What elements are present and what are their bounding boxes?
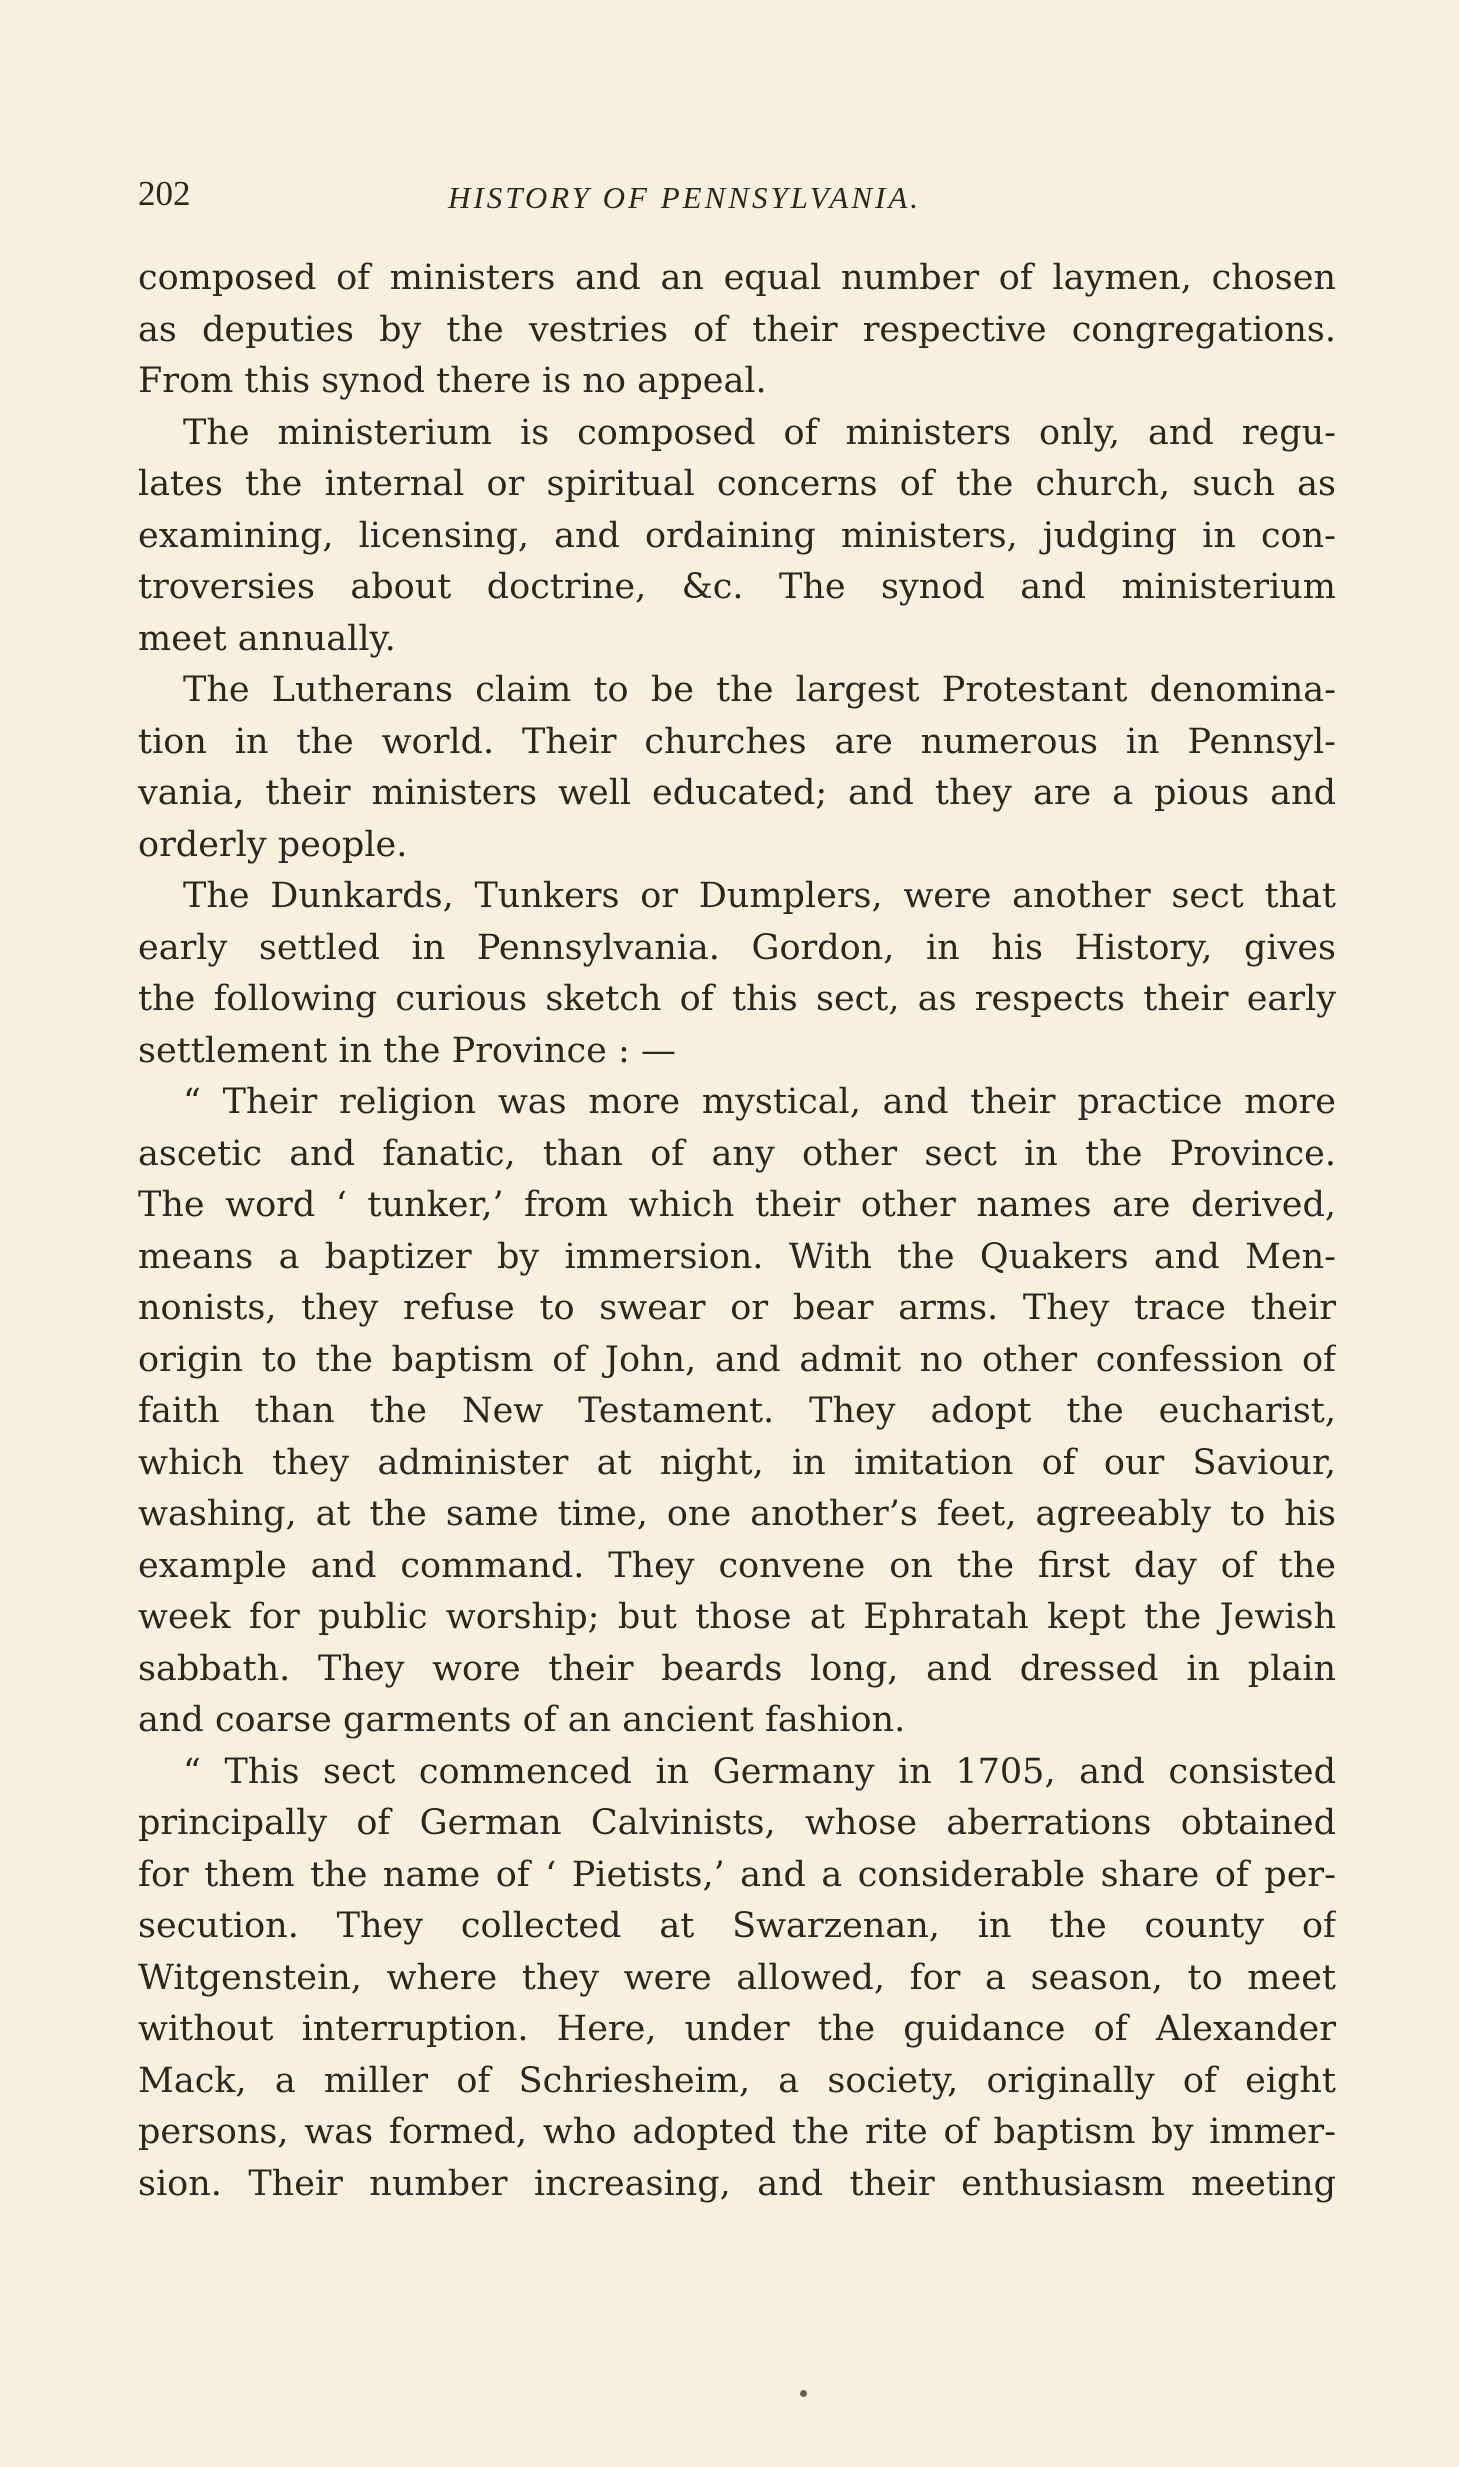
text-line: as deputies by the vestries of their respective congregations. [138, 309, 1336, 350]
text-line: settlement in the Province : — [138, 1030, 676, 1071]
text-line: and coarse garments of an ancient fashion. [138, 1700, 906, 1740]
running-head: HISTORY OF PENNSYLVANIA. [448, 180, 922, 215]
text-line: which they administer at night, in imitation of our Saviour, [138, 1442, 1336, 1483]
text-line: faith than the New Testament. They adopt the eucharist, [138, 1391, 1336, 1431]
text-line: composed of ministers and an equal number of laymen, chosen [138, 258, 1336, 298]
text-line: The Lutherans claim to be the largest Protestant denomina- [183, 670, 1336, 710]
text-line: troversies about doctrine, &c. The synod and ministerium [138, 567, 1336, 607]
text-line: week for public worship; but those at Ephratah kept the Jewish [138, 1597, 1336, 1637]
text-line: principally of German Calvinists, whose aberrations obtained [138, 1803, 1336, 1843]
text-line: means a baptizer by immersion. With the Quakers and Men- [138, 1236, 1336, 1277]
page-number: 202 [138, 174, 191, 213]
text-line: lates the internal or spiritual concerns of the church, such as [138, 464, 1336, 504]
text-line: examining, licensing, and ordaining ministers, judging in con- [138, 515, 1336, 556]
text-line: The Dunkards, Tunkers or Dumplers, were another sect that [183, 876, 1336, 916]
text-line: origin to the baptism of John, and admit no other confession of [138, 1339, 1336, 1380]
text-line: The ministerium is composed of ministers only, and regu- [183, 412, 1336, 453]
text-line: meet annually. [138, 618, 396, 659]
text-line: tion in the world. Their churches are numerous in Pennsyl- [138, 721, 1336, 762]
text-line: secution. They collected at Swarzenan, in the county of [138, 1906, 1336, 1946]
text-line: persons, was formed, who adopted the rite of baptism by immer- [138, 2112, 1336, 2152]
text-line: early settled in Pennsylvania. Gordon, in his History, gives [138, 927, 1336, 968]
text-line: orderly people. [138, 824, 408, 865]
text-line: ascetic and fanatic, than of any other sect in the Province. [138, 1133, 1336, 1174]
text-line: without interruption. Here, under the guidance of Alexander [138, 2009, 1336, 2049]
text-line: Witgenstein, where they were allowed, for a season, to meet [138, 1957, 1336, 1998]
stray-ink-mark [800, 2390, 807, 2397]
text-line: vania, their ministers well educated; and they are a pious and [138, 773, 1336, 813]
text-line: Mack, a miller of Schriesheim, a society, originally of eight [138, 2060, 1336, 2101]
page-header [138, 168, 1338, 228]
body-text [138, 253, 1336, 2210]
text-line: washing, at the same time, one another’s feet, agreeably to his [138, 1494, 1336, 1534]
text-line: “ This sect commenced in Germany in 1705, and consisted [183, 1751, 1336, 1792]
text-line: example and command. They convene on the first day of the [138, 1545, 1336, 1586]
text-line: sabbath. They wore their beards long, and dressed in plain [138, 1648, 1336, 1689]
text-line: nonists, they refuse to swear or bear arms. They trace their [138, 1288, 1336, 1328]
text-line: for them the name of ‘ Pietists,’ and a considerable share of per- [138, 1854, 1336, 1895]
text-line: sion. Their number increasing, and their enthusiasm meeting [138, 2163, 1336, 2204]
text-line: the following curious sketch of this sect, as respects their early [138, 979, 1336, 1019]
text-line: The word ‘ tunker,’ from which their other names are derived, [138, 1185, 1336, 1225]
text-line: From this synod there is no appeal. [138, 361, 767, 401]
text-line: “ Their religion was more mystical, and their practice more [183, 1082, 1336, 1122]
